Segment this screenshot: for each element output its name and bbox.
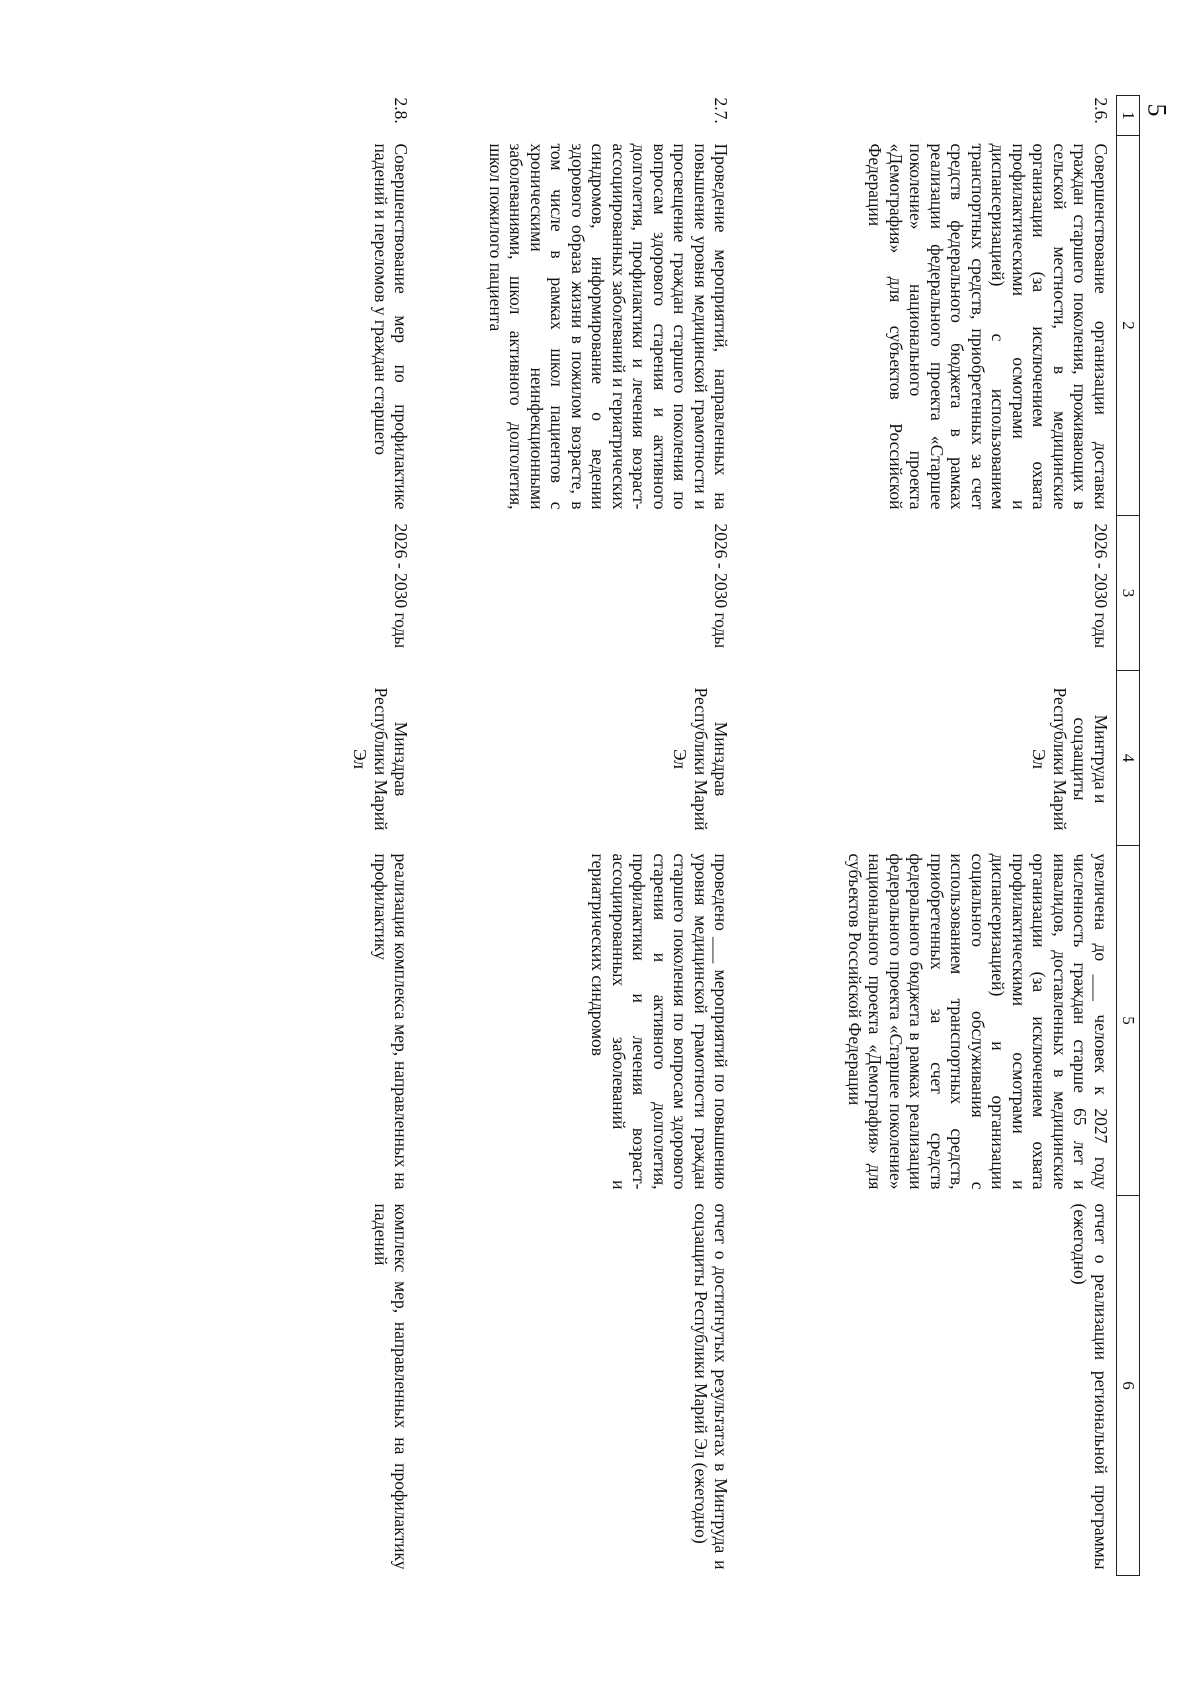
measure-cell: Совершенствование мер по профилактике падений и переломов у граждан старшего (371, 143, 412, 510)
period-cell: 2026 - 2030 годы (1091, 523, 1111, 649)
period-cell: 2026 - 2030 годы (391, 523, 412, 649)
table-header (1117, 96, 1140, 1576)
row-number: 2.8. (391, 97, 412, 124)
table-row (737, 96, 1117, 1576)
page-number: 5 (1142, 103, 1172, 117)
header-col-5: 5 (1117, 846, 1140, 1196)
report-cell: комплекс мер, направленных на профилактику падений (371, 1203, 412, 1570)
measure-cell: Проведение мероприятий, направленных на повышение уровня медицинской грамотности и просвещение граждан старшего поколения по вопросам здорового старения и активного долголетия, профилактики и лечения возраст-ассоциированных заболеваний и гериатрических синдромов, информирование о ведении здорового образа жизни в пожилом возрасте, в том числе в рамках школ пациентов с хроническими неинфекционными заболеваниями, школ активного долголетия, школ пожилого пациента (486, 143, 732, 510)
rotated-table-wrapper (240, 95, 1140, 1575)
result-cell: увеличена до ___ человек к 2027 году численность граждан старше 65 лет и инвалидов, доставленных в медицинские организации (за исключением охвата профилактическими осмотрами и диспансеризацией) и организации социального обслуживания с использованием транспортных средств, приобретенных за счет средств федерального бюджета в рамках реализации федерального проекта «Старшее поколение» национального проекта «Демография» для субъектов Российской Федерации (845, 853, 1111, 1190)
table-row (417, 96, 737, 1576)
executor-cell: Минздрав Республики Марий Эл (350, 687, 412, 831)
table-row (317, 96, 417, 1576)
executor-cell: Минтруда и соцзащиты Республики Марий Эл (1029, 687, 1111, 831)
header-row (1117, 96, 1140, 1576)
measure-cell: Совершенствование организации доставки граждан старшего поколения, проживающих в сельской местности, в медицинские организации (за исключением охвата профилактическими осмотрами и диспансеризацией) с использованием транспортных средств, приобретенных за счет средств федерального бюджета в рамках реализации федерального проекта «Старшее поколение» национального проекта «Демография» для субъектов Российской Федерации (865, 143, 1111, 510)
header-col-2: 2 (1117, 136, 1140, 516)
action-plan-table (317, 95, 1141, 1576)
header-col-1: 1 (1117, 96, 1140, 136)
period-cell: 2026 - 2030 годы (711, 523, 732, 649)
row-number: 2.6. (1091, 97, 1111, 124)
report-cell: отчет о реализации региональной программы (ежегодно) (1070, 1203, 1111, 1570)
header-col-3: 3 (1117, 516, 1140, 671)
report-cell: отчет о достигнутых результатах в Минтруда и соцзащиты Республики Марий Эл (ежегодно) (691, 1203, 732, 1570)
executor-cell: Минздрав Республики Марий Эл (670, 687, 732, 831)
row-number: 2.7. (711, 97, 732, 124)
header-col-4: 4 (1117, 671, 1140, 846)
result-cell: реализация комплекса мер, направленных на профилактику (371, 853, 412, 1190)
header-col-6: 6 (1117, 1196, 1140, 1576)
result-cell: проведено ___ мероприятий по повышению уровня медицинской грамотности граждан старшего поколения по вопросам здорового старения и активного долголетия, профилактики и лечения возраст-ассоциированных заболеваний и гериатрических синдромов (588, 853, 732, 1190)
